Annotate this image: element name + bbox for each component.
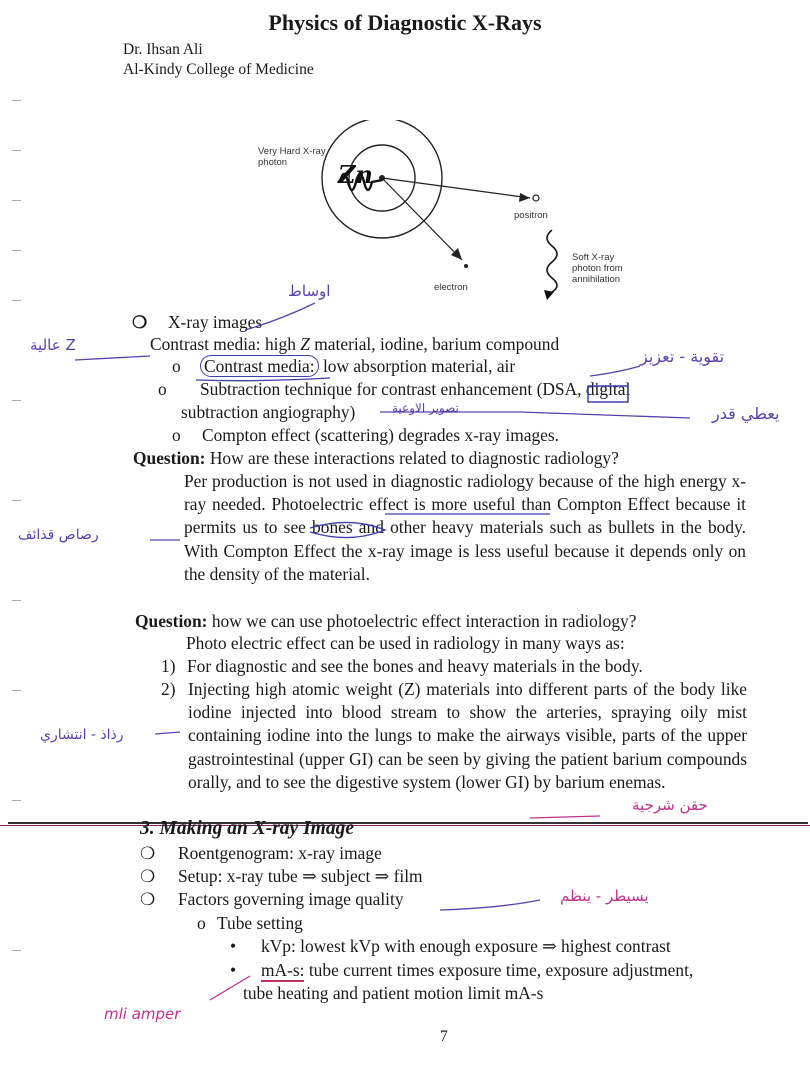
list-item: Injecting high atomic weight (Z) materials into different parts of the body like iodine injected into blood stream to show the arteries, spraying oily mist containing iodine into the lungs to make the airways visible, parts of the upper gastrointestinal (upper GI) can be seen by giving the patient barium compounds orally, and to see the digestive system (lower GI) by barium enemas. <box>188 679 747 792</box>
mas-text: tube current times exposure time, exposure adjustment, <box>308 960 694 980</box>
xray-images-heading: X-ray images <box>168 312 263 332</box>
arrow-stroke <box>530 816 600 818</box>
label-electron: electron <box>434 282 468 293</box>
kvp-label: kVp: <box>261 936 296 956</box>
annotation-arabic: يعطي قدر <box>712 404 780 423</box>
dsa-box <box>588 386 628 402</box>
annotation-arabic: حقن شرجية <box>632 796 708 814</box>
page-title: Physics of Diagnostic X-Rays <box>268 10 542 35</box>
annotation-arabic: اوساط <box>288 282 331 300</box>
section-bullet: Setup: x-ray tube ⇒ subject ⇒ film <box>178 866 423 886</box>
page-number: 7 <box>440 1028 448 1045</box>
bullet-circle: ❍ <box>140 890 156 909</box>
annotation-arabic: رصاص قذائف <box>18 527 99 543</box>
bullet-dot: • <box>230 960 237 980</box>
arrow-stroke <box>440 900 540 910</box>
contrast-low-text: low absorption material, air <box>322 356 516 376</box>
contrast-high-text: material, iodine, barium compound <box>314 334 560 354</box>
bullet-circle: ❍ <box>140 867 156 886</box>
annotation-arabic: عالية Z <box>30 336 76 354</box>
arrow-stroke <box>590 366 640 376</box>
bullet-o: o <box>172 356 181 376</box>
compton-line: Compton effect (scattering) degrades x-ray images. <box>202 425 560 445</box>
question1-label: Question: <box>133 448 206 468</box>
mas-label: mA-s: <box>261 960 305 980</box>
arrow-stroke <box>155 732 180 734</box>
kvp-text: lowest kVp with enough exposure ⇒ highest contrast <box>300 936 671 956</box>
arrow-stroke <box>380 412 690 418</box>
mas-continuation: tube heating and patient motion limit mA-s <box>243 983 544 1003</box>
bullet-o: o <box>158 379 167 399</box>
bullet-circle: ❍ <box>132 313 148 332</box>
author-name: Dr. Ihsan Ali <box>123 41 203 58</box>
subtraction-line2: subtraction angiography) <box>181 402 356 422</box>
bullet-o: o <box>197 913 206 933</box>
bullet-circle: ❍ <box>140 844 156 863</box>
annotation-english: mli amper <box>104 1005 181 1023</box>
question1-answer: Per production is not used in diagnostic radiology because of the high energy x-ray needed. Photoelectric effect is more useful than Compton Effect because it permits us to see bones and other heavy materials such as bullets in the body. With Compton Effect the x-ray image is less useful because it depends only on the density of the material. <box>184 471 746 584</box>
section-heading: 3. Making an X-ray Image <box>140 818 354 839</box>
underline-stroke <box>196 378 330 381</box>
bullet-o: o <box>172 425 181 445</box>
annotation-arabic: تصوير الاوعية <box>392 401 459 415</box>
question1-text: How are these interactions related to diagnostic radiology? <box>209 448 619 468</box>
arrow-stroke <box>210 976 250 1000</box>
contrast-z: Z <box>300 334 310 354</box>
annotation-arabic: تقوية - تعزيز <box>640 347 725 366</box>
bullet-dot: • <box>230 936 237 956</box>
contrast-high-word: high <box>264 334 296 354</box>
label-soft-photon: Soft X-ray photon from annihilation <box>572 252 623 285</box>
handwritten-zn: Zn <box>338 160 373 189</box>
annotation-arabic: يسيطر - ينظم <box>560 887 649 905</box>
label-positron: positron <box>514 210 548 221</box>
label-photon: Very Hard X-ray photon <box>258 146 326 168</box>
question2-text: how we can use photoelectric effect interaction in radiology? <box>211 611 637 631</box>
list-num: 1) <box>161 656 176 676</box>
arrow-stroke <box>75 356 150 360</box>
because-circle <box>310 522 385 537</box>
annotation-arabic: رذاذ - انتشاري <box>40 727 124 743</box>
section-bullet: Roentgenogram: x-ray image <box>178 843 382 863</box>
contrast-label: Contrast media: <box>150 334 261 354</box>
subtraction-line1: Subtraction technique for contrast enhancement (DSA, digital <box>200 379 631 399</box>
question2-label: Question: <box>135 611 208 631</box>
list-item: For diagnostic and see the bones and heavy materials in the body. <box>187 656 643 676</box>
institution: Al-Kindy College of Medicine <box>123 61 314 78</box>
contrast-low-label: Contrast media: <box>200 355 319 377</box>
list-num: 2) <box>161 679 176 699</box>
question2-intro: Photo electric effect can be used in radiology in many ways as: <box>186 633 625 653</box>
tube-setting: Tube setting <box>217 913 303 933</box>
arrow-stroke <box>245 303 315 330</box>
section-bullet: Factors governing image quality <box>178 889 404 909</box>
